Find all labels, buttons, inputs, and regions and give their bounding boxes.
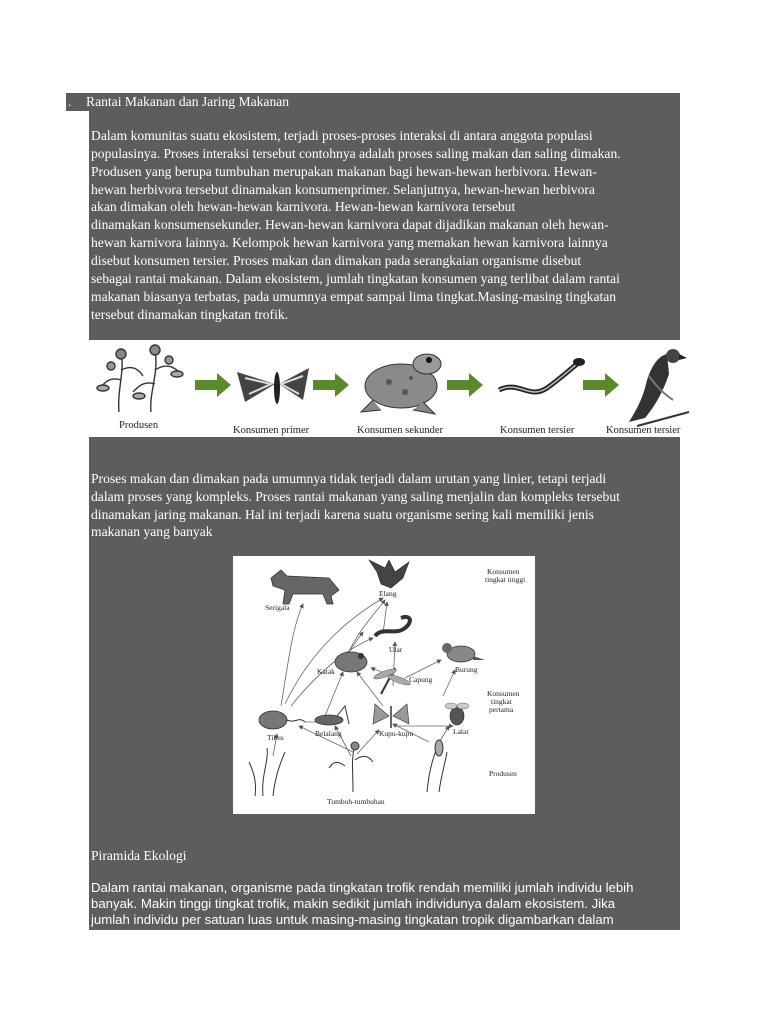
- label-serigala: Serigala: [265, 603, 290, 612]
- eagle-illustration: [369, 560, 409, 588]
- label-konsumen-tinggi-2: tingkat tinggi: [485, 575, 526, 584]
- label-capung: Capung: [409, 675, 433, 684]
- caption-produsen: Produsen: [119, 420, 159, 431]
- label-lalat: Lalat: [453, 727, 469, 736]
- snake-illustration: [375, 617, 410, 636]
- food-chain-drawing: [89, 340, 697, 437]
- green-arrow-icon: [195, 373, 231, 397]
- para3-line: banyak. Makin tinggi tingkat trofik, makin sedikit jumlah individunya dalam ekosistem. Jika: [91, 896, 616, 911]
- para1-line: Dalam komunitas suatu ekosistem, terjadi proses-proses interaksi di antara anggota populasi: [91, 128, 593, 143]
- label-burung: Burung: [455, 665, 478, 674]
- section-heading: Rantai Makanan dan Jaring Makanan: [86, 94, 290, 109]
- caption-konsumen-tersier-2: Konsumen tersier: [606, 425, 681, 436]
- frog-illustration: [361, 354, 441, 414]
- para1-line: disebut konsumen tersier. Proses makan dan dimakan pada serangkaian organisme disebut: [91, 253, 582, 268]
- food-web-figure: [233, 556, 535, 814]
- label-konsumen-pertama-1: Konsumen: [487, 689, 520, 698]
- para1-line: tersebut dinamakan tingkatan trofik.: [91, 307, 289, 322]
- label-belalang: Belalang: [315, 729, 342, 738]
- green-arrow-icon: [313, 373, 349, 397]
- caption-konsumen-sekunder: Konsumen sekunder: [357, 425, 444, 436]
- label-katak: Katak: [317, 667, 335, 676]
- para1-line: populasinya. Proses interaksi tersebut contohnya adalah proses saling makan dan saling dimakan.: [91, 146, 621, 161]
- plant-illustration: [97, 345, 183, 412]
- grasshopper-illustration: [315, 706, 349, 725]
- wolf-illustration: [271, 570, 339, 604]
- fly-illustration: [445, 703, 469, 725]
- para2-line: dinamakan jaring makanan. Hal ini terjadi karena suatu organisme sering kali memiliki jenis: [91, 507, 594, 522]
- list-bullet: .: [66, 93, 89, 111]
- moth-illustration: [237, 368, 309, 404]
- label-konsumen-pertama-2: tingkat: [491, 697, 512, 706]
- green-arrow-icon: [583, 373, 619, 397]
- para2-line: Proses makan dan dimakan pada umumnya tidak terjadi dalam urutan yang linier, tetapi terjadi: [91, 471, 607, 486]
- para1-line: dinamakan konsumensekunder. Hewan-hewan karnivora dapat dijadikan makanan oleh hewan-: [91, 217, 609, 232]
- food-web-drawing: [233, 556, 535, 814]
- label-kupu: Kupu-kupu: [379, 729, 414, 738]
- green-arrow-icon: [447, 373, 483, 397]
- para1-line: akan dimakan oleh hewan-hewan karnivora. Hewan-hewan karnivora tersebut: [91, 199, 516, 214]
- label-konsumen-tinggi-1: Konsumen: [487, 567, 520, 576]
- caption-konsumen-tersier-1: Konsumen tersier: [500, 425, 575, 436]
- label-produsen: Produsen: [489, 769, 517, 778]
- para2-line: makanan yang banyak: [91, 524, 213, 539]
- bird-illustration: [442, 643, 485, 662]
- para2-line: dalam proses yang kompleks. Proses rantai makanan yang saling menjalin dan kompleks tersebut: [91, 489, 620, 504]
- label-elang: Elang: [379, 589, 397, 598]
- para1-line: sebagai rantai makanan. Dalam ekosistem, jumlah tingkatan konsumen yang terlibat dalam rantai: [91, 271, 620, 286]
- para1-line: hewan karnivora lainnya. Kelompok hewan karnivora yang memakan hewan karnivora lainnya: [91, 235, 608, 250]
- caption-konsumen-primer: Konsumen primer: [233, 425, 310, 436]
- label-konsumen-pertama-3: pertama: [489, 705, 514, 714]
- label-tikus: Tikus: [267, 733, 284, 742]
- mouse-illustration: [259, 711, 305, 729]
- frog-illustration: [335, 652, 367, 672]
- para3-line: Dalam rantai makanan, organisme pada tingkatan trofik rendah memiliki jumlah individu lebih: [91, 880, 634, 895]
- section2-heading: Piramida Ekologi: [91, 848, 187, 863]
- para1-line: hewan herbivora tersebut dinamakan konsumenprimer. Selanjutnya, hewan-hewan herbivora: [91, 182, 595, 197]
- para3-line: jumlah individu per satuan luas untuk masing-masing tingkatan tropik digambarkan dalam: [91, 912, 614, 927]
- butterfly-illustration: [373, 704, 409, 728]
- label-ular: Ular: [389, 645, 403, 654]
- para1-line: makanan biasanya terbatas, pada umumnya empat sampai lima tingkat.Masing-masing tingkatan: [91, 289, 617, 304]
- food-chain-figure: [89, 340, 697, 437]
- plant-illustration: [249, 740, 447, 796]
- para1-line: Produsen yang berupa tumbuhan merupakan makanan bagi hewan-hewan herbivora. Hewan-: [91, 164, 597, 179]
- snake-illustration: [499, 358, 585, 392]
- label-tumbuhan: Tumbuh-tumbuhan: [327, 797, 385, 806]
- hawk-illustration: [629, 349, 689, 426]
